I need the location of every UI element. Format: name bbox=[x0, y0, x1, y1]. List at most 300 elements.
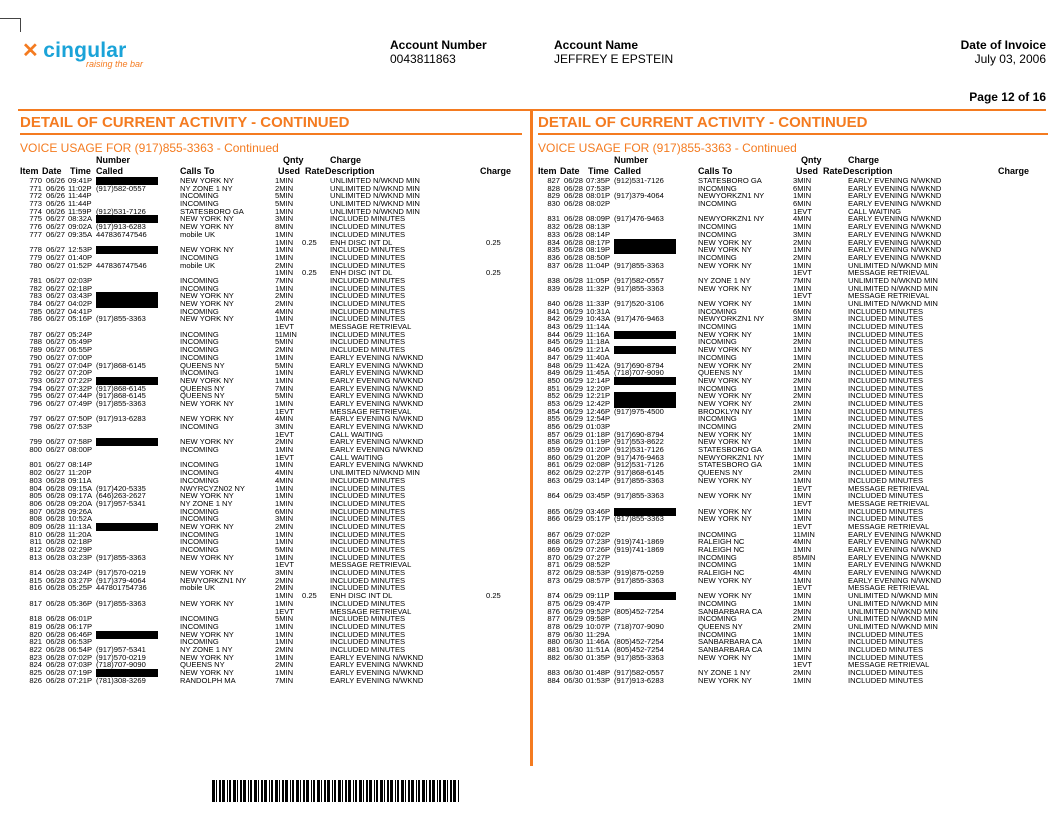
number-called: (917)855-3363 bbox=[96, 314, 146, 324]
call-date: 06/28 bbox=[46, 583, 66, 593]
calls-to: NEW YORK NY bbox=[698, 237, 752, 247]
call-date: 06/27 bbox=[46, 291, 66, 301]
call-time: 06:53P bbox=[68, 637, 93, 647]
item-number: 818 bbox=[29, 614, 42, 624]
rate: 0.25 bbox=[302, 268, 317, 278]
calls-to: NEW YORK NY bbox=[698, 437, 752, 447]
number-called: (919)741-1869 bbox=[614, 537, 664, 547]
calls-to: NEW YORK NY bbox=[698, 329, 752, 339]
call-time: 05:36P bbox=[68, 598, 93, 608]
calls-to: NY ZONE 1 NY bbox=[698, 668, 751, 677]
charge-description: MESSAGE RETRIEVAL bbox=[848, 583, 930, 593]
call-time: 09:17A bbox=[68, 491, 93, 501]
item-number: 840 bbox=[547, 299, 560, 308]
call-time: 07:32P bbox=[68, 383, 93, 393]
calls-to: NY ZONE 1 NY bbox=[180, 498, 233, 508]
item-number: 855 bbox=[547, 414, 560, 424]
call-date: 06/29 bbox=[564, 322, 584, 332]
number-called: (917)975-4500 bbox=[614, 406, 664, 416]
quantity-used: 2MIN bbox=[275, 583, 294, 593]
account-name-block bbox=[554, 38, 673, 66]
calls-to: NEWYORKZN1 NY bbox=[698, 214, 765, 224]
calls-to: NWYRCYZN02 NY bbox=[180, 483, 245, 493]
quantity-used: 1MIN bbox=[275, 352, 294, 362]
charge-description: EARLY EVENING N/WKND bbox=[848, 537, 942, 547]
call-date: 06/26 bbox=[46, 199, 66, 209]
item-number: 874 bbox=[547, 591, 560, 601]
table-row bbox=[20, 246, 522, 254]
cingular-logo bbox=[22, 38, 144, 69]
charge-description: INCLUDED MINUTES bbox=[330, 337, 406, 347]
number-called: (917)855-3363 bbox=[614, 652, 664, 662]
item-number: 826 bbox=[29, 675, 42, 685]
table-row bbox=[20, 554, 522, 562]
call-time: 06:01P bbox=[68, 614, 93, 624]
item-number: 834 bbox=[547, 237, 560, 247]
call-time: 07:02P bbox=[586, 529, 611, 539]
call-time: 06:55P bbox=[68, 345, 93, 355]
item-header: Item bbox=[538, 166, 557, 176]
table-row bbox=[20, 661, 522, 669]
call-date: 06/26 bbox=[46, 206, 66, 216]
quantity-used: 2MIN bbox=[275, 660, 294, 670]
quantity-used: 1MIN bbox=[275, 398, 294, 408]
item-number: 836 bbox=[547, 252, 560, 262]
quantity-used: 2MIN bbox=[793, 391, 812, 401]
table-row bbox=[20, 677, 522, 685]
item-number: 827 bbox=[547, 176, 560, 185]
call-date: 06/27 bbox=[46, 383, 66, 393]
call-time: 01:53P bbox=[586, 675, 611, 685]
item-number: 792 bbox=[29, 368, 42, 378]
number-called: (919)875-0259 bbox=[614, 568, 664, 578]
call-time: 07:49P bbox=[68, 398, 93, 408]
voice-usage-subtitle: VOICE USAGE FOR (917)855-3363 - Continued bbox=[20, 141, 279, 155]
call-time: 05:24P bbox=[68, 329, 93, 339]
call-date: 06/30 bbox=[564, 668, 584, 677]
quantity-used: 1MIN bbox=[275, 598, 294, 608]
calls-to: NEW YORK NY bbox=[180, 568, 234, 578]
number-called: (917)855-3363 bbox=[614, 491, 664, 501]
call-date: 06/27 bbox=[46, 414, 66, 424]
date-header: Date bbox=[42, 166, 62, 176]
calls-to: INCOMING bbox=[698, 306, 737, 316]
charge-description: INCLUDED MINUTES bbox=[848, 652, 924, 662]
call-date: 06/30 bbox=[564, 675, 584, 685]
call-date: 06/29 bbox=[564, 506, 584, 516]
call-date: 06/28 bbox=[46, 675, 66, 685]
rate: 0.25 bbox=[302, 237, 317, 247]
quantity-used: 4MIN bbox=[275, 475, 294, 485]
call-time: 07:44P bbox=[68, 391, 93, 401]
call-date: 06/27 bbox=[46, 260, 66, 270]
item-number: 810 bbox=[29, 529, 42, 539]
crop-mark bbox=[20, 18, 21, 32]
item-number: 837 bbox=[547, 260, 560, 270]
description-header: Description bbox=[843, 166, 893, 176]
item-number: 838 bbox=[547, 275, 560, 285]
call-time: 07:53P bbox=[586, 183, 611, 193]
call-date: 06/28 bbox=[564, 283, 584, 293]
call-time: 09:11A bbox=[68, 475, 92, 485]
table-row bbox=[20, 292, 522, 300]
time-header: Time bbox=[588, 166, 609, 176]
charge-description: INCLUDED MINUTES bbox=[330, 545, 406, 554]
charge-description: MESSAGE RETRIEVAL bbox=[330, 322, 412, 332]
call-date: 06/28 bbox=[564, 245, 584, 255]
call-time: 03:27P bbox=[68, 575, 93, 585]
quantity-used: 1MIN bbox=[275, 629, 294, 639]
number-called: (805)452-7254 bbox=[614, 606, 664, 616]
quantity-used: 1MIN bbox=[793, 368, 812, 378]
call-date: 06/28 bbox=[46, 491, 66, 501]
calls-to: NY ZONE 1 NY bbox=[180, 183, 233, 193]
call-date: 06/29 bbox=[564, 529, 584, 539]
number-called: (917)379-4064 bbox=[614, 191, 664, 201]
section-rule bbox=[538, 133, 1048, 135]
quantity-used: 3MIN bbox=[793, 314, 812, 324]
item-number: 833 bbox=[547, 229, 560, 239]
quantity-used: 4MIN bbox=[275, 306, 294, 316]
quantity-used: 1MIN bbox=[793, 322, 812, 332]
calls-to: NEW YORK NY bbox=[698, 514, 752, 524]
call-date: 06/28 bbox=[46, 629, 66, 639]
calls-to: NEW YORK NY bbox=[180, 521, 234, 531]
quantity-used: 2MIN bbox=[793, 422, 812, 431]
item-number: 778 bbox=[29, 245, 42, 255]
call-date: 06/27 bbox=[46, 437, 66, 447]
call-date: 06/27 bbox=[46, 345, 66, 355]
calls-to: INCOMING bbox=[698, 552, 737, 562]
quantity-used: 1MIN bbox=[793, 644, 812, 654]
calls-to: QUEENS NY bbox=[180, 391, 225, 401]
item-number: 816 bbox=[29, 583, 42, 593]
call-date: 06/27 bbox=[46, 222, 66, 232]
table-row bbox=[20, 300, 522, 308]
item-number: 870 bbox=[547, 552, 560, 562]
charge-description: INCLUDED MINUTES bbox=[848, 414, 924, 424]
quantity-used: 1MIN bbox=[793, 560, 812, 570]
calls-to: STATESBORO GA bbox=[180, 206, 244, 216]
item-number: 830 bbox=[547, 199, 560, 209]
calls-to: INCOMING bbox=[180, 529, 219, 539]
table-row bbox=[20, 362, 522, 370]
table-row bbox=[20, 423, 522, 431]
calls-to: INCOMING bbox=[180, 445, 219, 455]
number-called: 447801754736 bbox=[96, 583, 147, 593]
charge-description: UNLIMITED N/WKND MIN bbox=[848, 606, 938, 616]
calls-to: NEW YORK NY bbox=[180, 375, 234, 385]
item-number: 791 bbox=[29, 360, 42, 370]
charge-description: INCLUDED MINUTES bbox=[330, 552, 406, 562]
table-row bbox=[20, 469, 522, 477]
item-number: 802 bbox=[29, 468, 42, 478]
quantity-used: 5MIN bbox=[275, 545, 294, 554]
call-date: 06/30 bbox=[564, 637, 584, 647]
item-number: 871 bbox=[547, 560, 560, 570]
call-date: 06/29 bbox=[564, 537, 584, 547]
description-header: Description bbox=[325, 166, 375, 176]
calls-to: QUEENS NY bbox=[180, 383, 225, 393]
call-date: 06/29 bbox=[564, 437, 584, 447]
call-date: 06/28 bbox=[46, 568, 66, 578]
rate-header: Rate bbox=[305, 166, 325, 176]
charge-amount: 0.25 bbox=[486, 268, 501, 278]
table-row bbox=[20, 208, 522, 216]
call-date: 06/27 bbox=[46, 214, 66, 224]
call-time: 11:04P bbox=[586, 260, 610, 270]
call-date: 06/29 bbox=[564, 606, 584, 616]
table-row bbox=[20, 277, 522, 285]
calls-to: NEW YORK NY bbox=[698, 506, 752, 516]
charge-description: MESSAGE RETRIEVAL bbox=[848, 660, 930, 670]
calls-to: INCOMING bbox=[180, 422, 219, 431]
number-called: (917)690-8794 bbox=[614, 360, 664, 370]
call-date: 06/29 bbox=[564, 568, 584, 578]
item-number: 800 bbox=[29, 445, 42, 455]
call-time: 08:57P bbox=[586, 575, 611, 585]
calls-to: INCOMING bbox=[698, 529, 737, 539]
quantity-used: 1MIN bbox=[275, 176, 294, 185]
call-date: 06/27 bbox=[46, 368, 66, 378]
charge-description: UNLIMITED N/WKND MIN bbox=[330, 183, 420, 193]
charge-description: INCLUDED MINUTES bbox=[330, 299, 406, 308]
charge-description: INCLUDED MINUTES bbox=[330, 491, 406, 501]
quantity-used: 5MIN bbox=[275, 191, 294, 201]
calls-to: NY ZONE 1 NY bbox=[698, 275, 751, 285]
quantity-used: 1MIN bbox=[275, 552, 294, 562]
call-time: 07:03P bbox=[68, 660, 93, 670]
item-number: 848 bbox=[547, 360, 560, 370]
quantity-used: 1MIN bbox=[275, 245, 294, 255]
quantity-used: 1EVT bbox=[793, 583, 812, 593]
call-time: 02:27P bbox=[586, 468, 611, 478]
item-number: 852 bbox=[547, 391, 560, 401]
item-number: 845 bbox=[547, 337, 560, 347]
quantity-used: 1MIN bbox=[793, 514, 812, 524]
number-called: (917)868-6145 bbox=[96, 360, 146, 370]
quantity-used: 11MIN bbox=[793, 529, 815, 539]
call-date: 06/28 bbox=[46, 483, 66, 493]
item-number: 779 bbox=[29, 252, 42, 262]
item-number: 786 bbox=[29, 314, 42, 324]
item-number: 862 bbox=[547, 468, 560, 478]
charge-description: MESSAGE RETRIEVAL bbox=[848, 268, 930, 278]
call-time: 05:16P bbox=[68, 314, 93, 324]
calls-to: INCOMING bbox=[180, 637, 219, 647]
item-number: 823 bbox=[29, 652, 42, 662]
charge-amount: 0.25 bbox=[486, 591, 501, 601]
quantity-used: 1MIN bbox=[275, 621, 294, 631]
call-date: 06/29 bbox=[564, 460, 584, 470]
charge-description: INCLUDED MINUTES bbox=[330, 583, 406, 593]
call-time: 07:50P bbox=[68, 414, 93, 424]
call-date: 06/27 bbox=[46, 360, 66, 370]
calls-to: INCOMING bbox=[180, 614, 219, 624]
quantity-used: 1MIN bbox=[793, 475, 812, 485]
item-number: 876 bbox=[547, 606, 560, 616]
item-number: 776 bbox=[29, 222, 42, 232]
calls-to: INCOMING bbox=[180, 252, 219, 262]
charge-description: EARLY EVENING N/WKND bbox=[330, 660, 424, 670]
charge-description: INCLUDED MINUTES bbox=[848, 391, 924, 401]
calls-to: NEW YORK NY bbox=[180, 629, 234, 639]
account-name-label: Account Name bbox=[554, 38, 639, 52]
calls-to: NEW YORK NY bbox=[180, 552, 234, 562]
call-date: 06/29 bbox=[564, 337, 584, 347]
call-time: 11:02P bbox=[68, 183, 92, 193]
number-called: (917)570-0219 bbox=[96, 652, 146, 662]
charge-description: INCLUDED MINUTES bbox=[330, 506, 406, 516]
call-date: 06/29 bbox=[564, 422, 584, 431]
charge-description: INCLUDED MINUTES bbox=[848, 429, 924, 439]
item-number: 812 bbox=[29, 545, 42, 554]
charge-description: EARLY EVENING N/WKND bbox=[848, 191, 942, 201]
call-date: 06/29 bbox=[564, 398, 584, 408]
item-number: 847 bbox=[547, 352, 560, 362]
quantity-used: 1MIN bbox=[275, 252, 294, 262]
quantity-used: 1MIN bbox=[793, 345, 812, 355]
call-time: 10:07P bbox=[586, 621, 611, 631]
charge-description: UNLIMITED N/WKND MIN bbox=[330, 206, 420, 216]
quantity-used: 2MIN bbox=[793, 606, 812, 616]
call-time: 09:15A bbox=[68, 483, 93, 493]
table-row bbox=[20, 615, 522, 623]
call-date: 06/28 bbox=[46, 637, 66, 647]
calls-to: NEW YORK NY bbox=[698, 345, 752, 355]
quantity-used: 7MIN bbox=[275, 275, 294, 285]
item-number: 869 bbox=[547, 545, 560, 554]
charge-description: INCLUDED MINUTES bbox=[848, 644, 924, 654]
table-row bbox=[20, 269, 522, 277]
quantity-used: 2MIN bbox=[793, 360, 812, 370]
call-time: 01:52P bbox=[68, 260, 93, 270]
charge-description: INCLUDED MINUTES bbox=[848, 322, 924, 332]
call-date: 06/28 bbox=[46, 529, 66, 539]
account-number-label: Account Number bbox=[390, 38, 487, 52]
call-date: 06/30 bbox=[564, 652, 584, 662]
charge-description: INCLUDED MINUTES bbox=[330, 575, 406, 585]
quantity-used: 1MIN bbox=[793, 191, 812, 201]
call-time: 11:16A bbox=[586, 329, 610, 339]
call-time: 09:02A bbox=[68, 222, 93, 232]
call-time: 05:17P bbox=[586, 514, 611, 524]
charge-description: INCLUDED MINUTES bbox=[848, 475, 924, 485]
call-time: 07:27P bbox=[586, 552, 611, 562]
item-number: 821 bbox=[29, 637, 42, 647]
charge-description: INCLUDED MINUTES bbox=[330, 275, 406, 285]
number-called: (781)308-3269 bbox=[96, 675, 146, 685]
charge-description: INCLUDED MINUTES bbox=[330, 537, 406, 547]
charge-description: INCLUDED MINUTES bbox=[848, 460, 924, 470]
number-called: (912)531-7126 bbox=[614, 460, 664, 470]
charge-description: INCLUDED MINUTES bbox=[848, 637, 924, 647]
table-row bbox=[20, 608, 522, 616]
call-date: 06/28 bbox=[46, 521, 66, 531]
charge-description: UNLIMITED N/WKND MIN bbox=[848, 275, 938, 285]
calls-to: NEW YORK NY bbox=[698, 575, 752, 585]
item-number: 804 bbox=[29, 483, 42, 493]
quantity-used: 2MIN bbox=[793, 337, 812, 347]
calls-to: NEWYORKZN1 NY bbox=[698, 314, 765, 324]
quantity-used: 1EVT bbox=[275, 429, 294, 439]
item-number: 865 bbox=[547, 506, 560, 516]
charge-description: INCLUDED MINUTES bbox=[330, 529, 406, 539]
charge-description: EARLY EVENING N/WKND bbox=[848, 560, 942, 570]
call-date: 06/29 bbox=[564, 621, 584, 631]
calls-to: STATESBORO GA bbox=[698, 445, 762, 455]
call-time: 07:21P bbox=[68, 675, 93, 685]
charge-description: INCLUDED MINUTES bbox=[848, 506, 924, 516]
call-time: 11:32P bbox=[586, 283, 610, 293]
calls-to: INCOMING bbox=[698, 560, 737, 570]
quantity-used: 3MIN bbox=[793, 229, 812, 239]
charge-description: INCLUDED MINUTES bbox=[848, 352, 924, 362]
call-date: 06/29 bbox=[564, 545, 584, 554]
call-time: 11:42A bbox=[586, 360, 610, 370]
call-time: 05:25P bbox=[68, 583, 93, 593]
call-date: 06/28 bbox=[46, 668, 66, 677]
call-time: 09:47P bbox=[586, 598, 611, 608]
number-called: (917)420-5335 bbox=[96, 483, 146, 493]
charge-description: UNLIMITED N/WKND MIN bbox=[848, 260, 938, 270]
call-date: 06/27 bbox=[46, 306, 66, 316]
quantity-used: 1MIN bbox=[275, 652, 294, 662]
call-date: 06/27 bbox=[46, 229, 66, 239]
quantity-used: 1MIN bbox=[275, 483, 294, 493]
calls-to: INCOMING bbox=[180, 460, 219, 470]
charge-description: EARLY EVENING N/WKND bbox=[330, 368, 424, 378]
item-number: 850 bbox=[547, 375, 560, 385]
quantity-used: 3MIN bbox=[793, 176, 812, 185]
call-time: 07:58P bbox=[68, 437, 93, 447]
call-time: 11:45A bbox=[586, 368, 610, 378]
calls-to: INCOMING bbox=[180, 329, 219, 339]
calls-to: NEW YORK NY bbox=[698, 391, 752, 401]
table-row bbox=[20, 584, 522, 592]
call-date: 06/28 bbox=[564, 199, 584, 209]
call-time: 09:52P bbox=[586, 606, 611, 616]
quantity-used: 4MIN bbox=[793, 537, 812, 547]
item-number: 775 bbox=[29, 214, 42, 224]
call-time: 08:19P bbox=[586, 245, 611, 255]
calls-to: INCOMING bbox=[180, 506, 219, 516]
calls-to: STATESBORO GA bbox=[698, 460, 762, 470]
call-date: 06/27 bbox=[46, 275, 66, 285]
call-date: 06/28 bbox=[46, 614, 66, 624]
charge-description: EARLY EVENING N/WKND bbox=[330, 460, 424, 470]
table-row bbox=[20, 631, 522, 639]
quantity-used: 1MIN bbox=[275, 460, 294, 470]
quantity-used: 2MIN bbox=[793, 252, 812, 262]
call-time: 08:00P bbox=[68, 445, 93, 455]
number-top-header: Number bbox=[614, 155, 649, 165]
calls-to: NEW YORK NY bbox=[698, 398, 752, 408]
call-time: 01:48P bbox=[586, 668, 611, 677]
calls-to: INCOMING bbox=[698, 252, 737, 262]
quantity-used: 1EVT bbox=[793, 521, 812, 531]
item-number: 884 bbox=[547, 675, 560, 685]
table-row bbox=[20, 461, 522, 469]
item-number: 801 bbox=[29, 460, 42, 470]
item-number: 795 bbox=[29, 391, 42, 401]
table-row bbox=[20, 231, 522, 239]
quantity-used: 1EVT bbox=[793, 483, 812, 493]
number-called: (919)741-1869 bbox=[614, 545, 664, 554]
call-time: 10:43A bbox=[586, 314, 611, 324]
call-time: 07:04P bbox=[68, 360, 93, 370]
charge-description: EARLY EVENING N/WKND bbox=[848, 552, 942, 562]
